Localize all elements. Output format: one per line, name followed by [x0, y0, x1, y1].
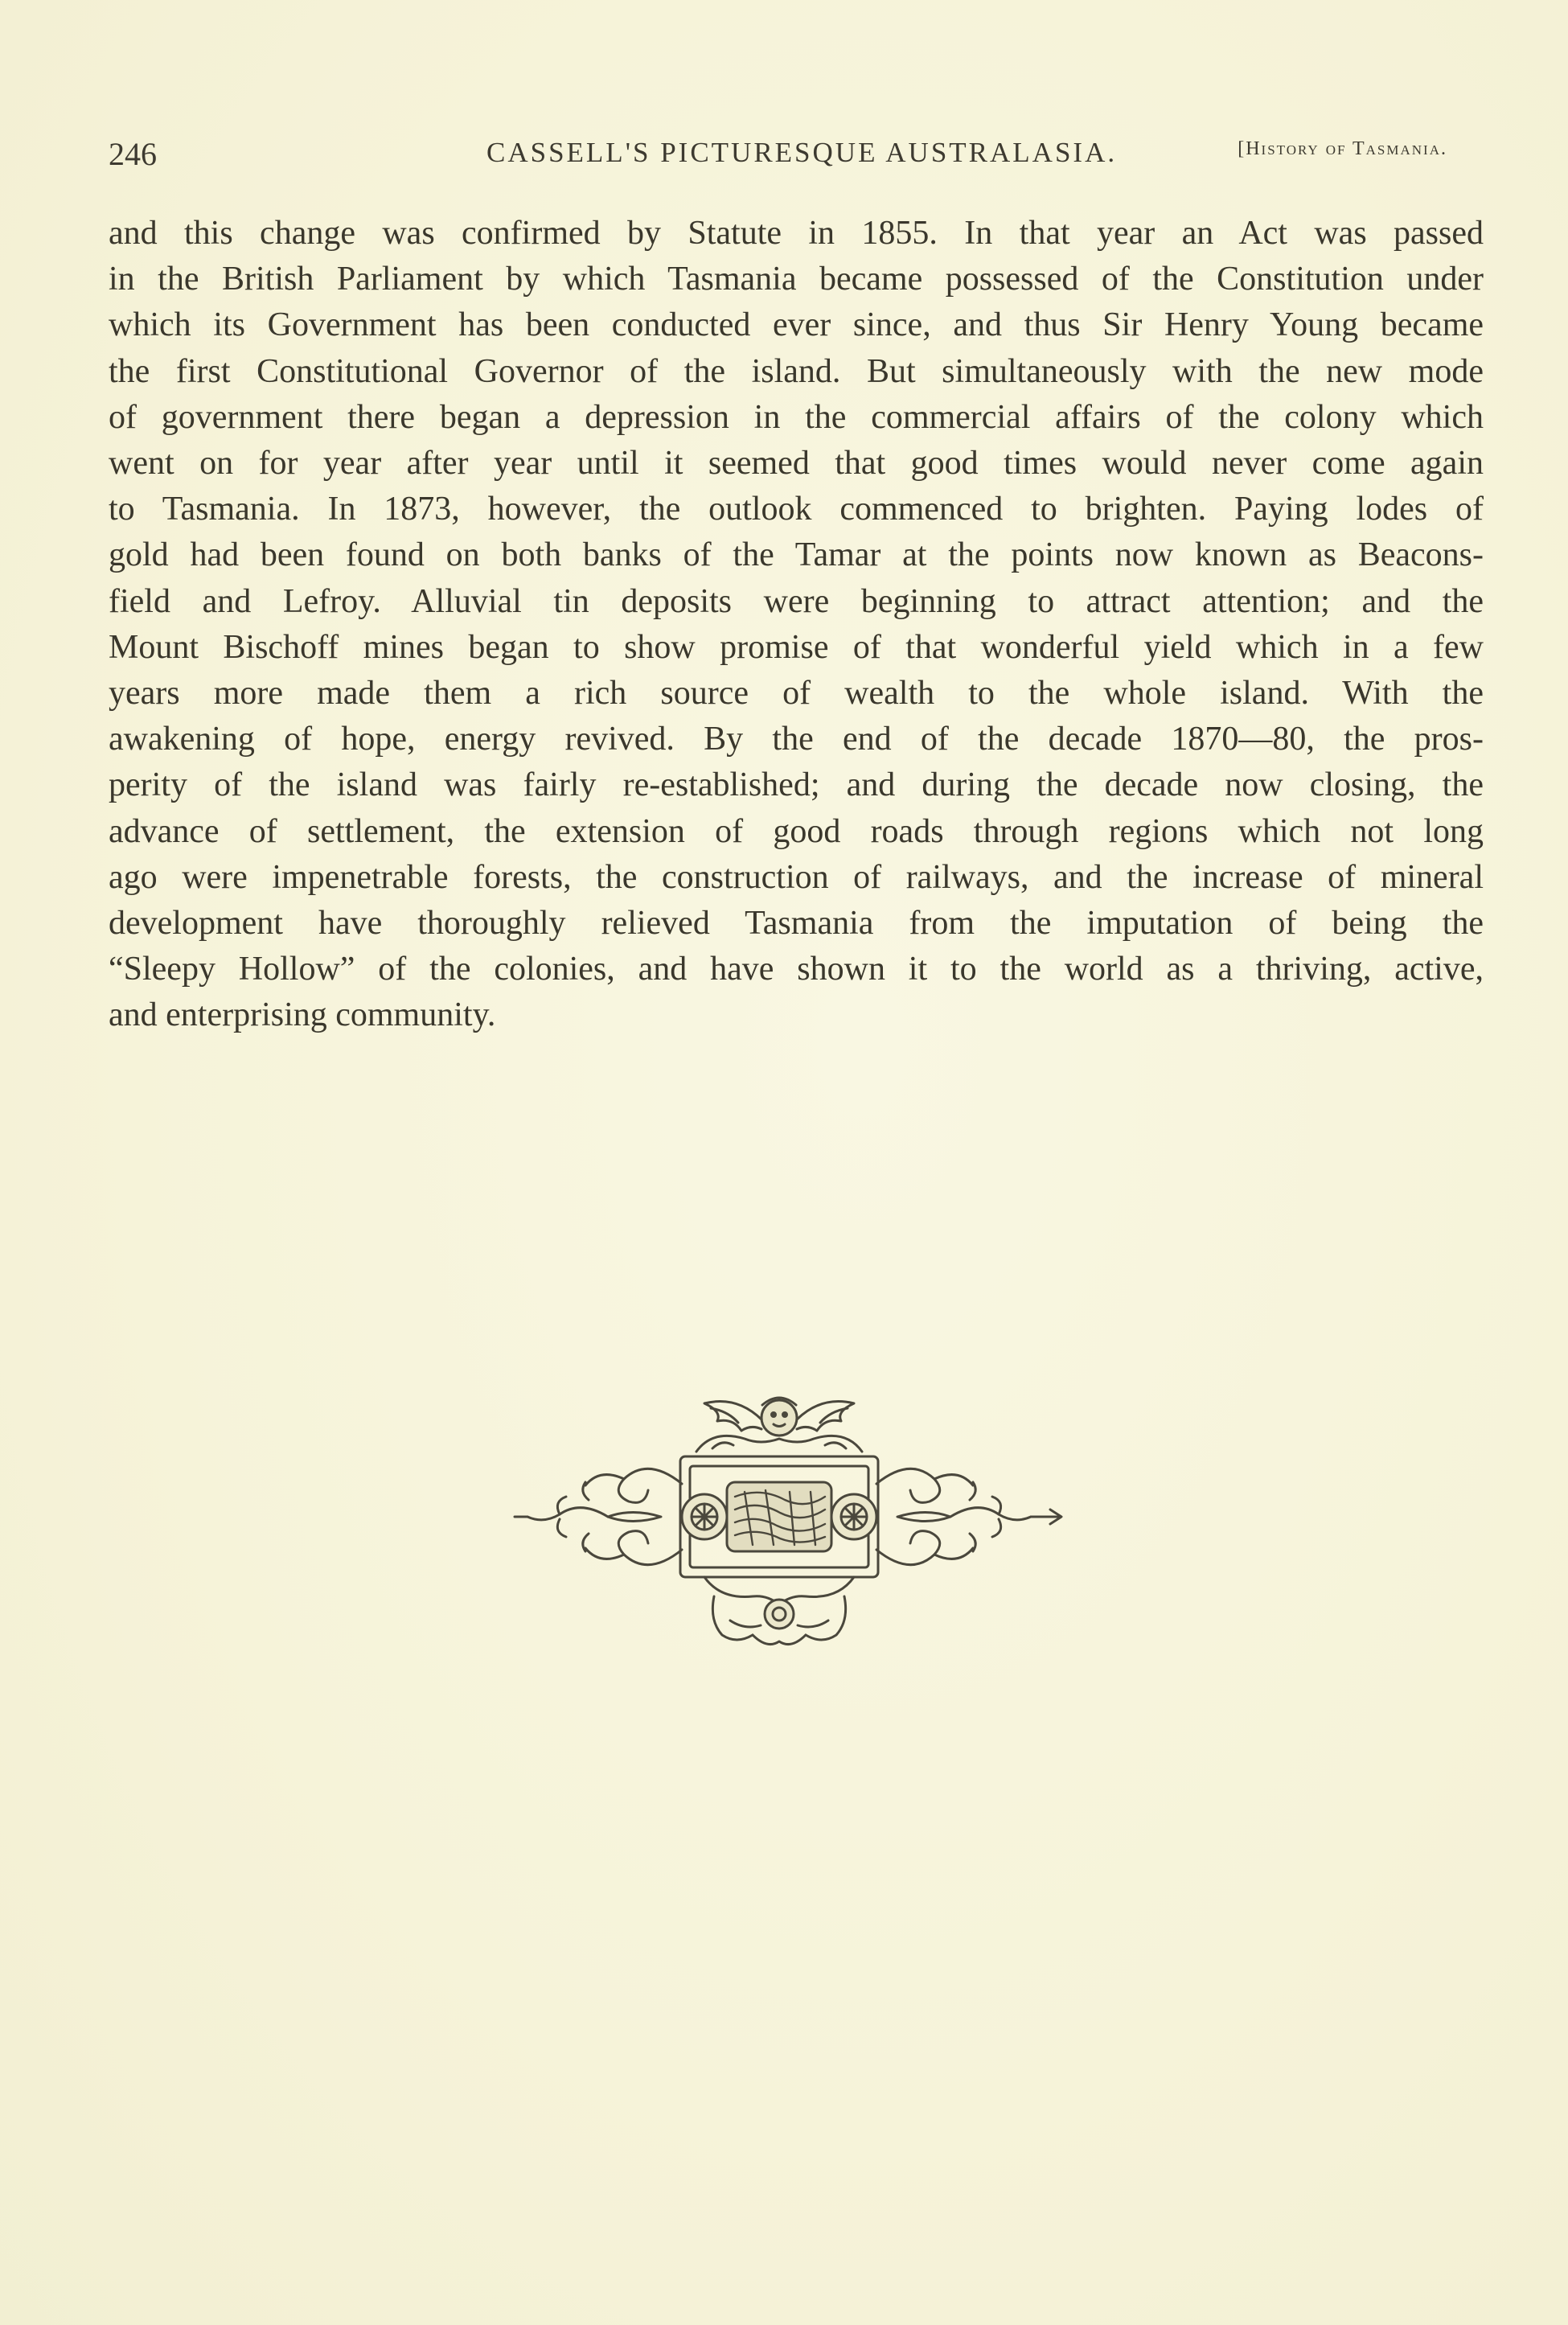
- text-line: in the British Parliament by which Tasmania became possessed of the Constitution under: [109, 261, 1484, 298]
- ornamental-tailpiece-icon: [511, 1379, 1063, 1657]
- text-line: to Tasmania. In 1873, however, the outlook commenced to brighten. Paying lodes of: [109, 491, 1484, 528]
- text-line: awakening of hope, energy revived. By the end of the decade 1870—80, the pros-: [109, 721, 1484, 758]
- body-text: [109, 211, 1484, 1039]
- page-number: 246: [109, 136, 157, 172]
- text-line: the first Constitutional Governor of the island. But simultaneously with the new mode: [109, 352, 1484, 390]
- page-header: [109, 135, 1447, 183]
- text-line-last: and enterprising community.: [109, 996, 496, 1034]
- text-line: and this change was confirmed by Statute in 1855. In that year an Act was passed: [109, 215, 1484, 252]
- text-line: “Sleepy Hollow” of the colonies, and have shown it to the world as a thriving, active,: [109, 951, 1484, 988]
- text-line: of government there began a depression in the commercial affairs of the colony which: [109, 398, 1484, 436]
- text-line: which its Government has been conducted ever since, and thus Sir Henry Young became: [109, 306, 1484, 344]
- section-title: [History of Tasmania.: [1238, 138, 1447, 159]
- text-line: development have thoroughly relieved Tasmania from the imputation of being the: [109, 905, 1484, 943]
- text-line: gold had been found on both banks of the Tamar at the points now known as Beacons-: [109, 536, 1484, 574]
- text-line: years more made them a rich source of wealth to the whole island. With the: [109, 675, 1484, 713]
- text-line: advance of settlement, the extension of good roads through regions which not long: [109, 812, 1484, 850]
- text-line: Mount Bischoff mines began to show promise of that wonderful yield which in a few: [109, 628, 1484, 666]
- text-line: field and Lefroy. Alluvial tin deposits were beginning to attract attention; and the: [109, 582, 1484, 620]
- running-title: CASSELL'S PICTURESQUE AUSTRALASIA.: [486, 137, 1118, 168]
- text-line: went on for year after year until it seemed that good times would never come again: [109, 445, 1484, 483]
- text-line: ago were impenetrable forests, the construction of railways, and the increase of mineral: [109, 858, 1484, 896]
- text-line: perity of the island was fairly re-established; and during the decade now closing, the: [109, 766, 1484, 804]
